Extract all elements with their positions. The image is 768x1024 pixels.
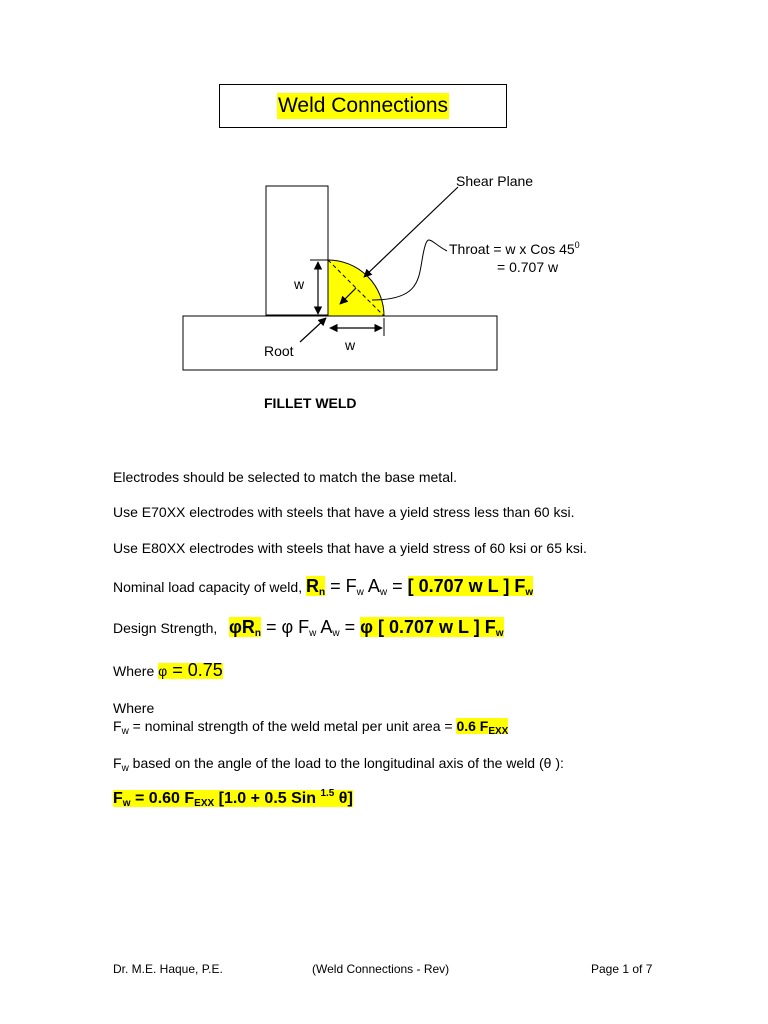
phi-value: φ = 0.75 (158, 660, 223, 680)
fillet-weld-diagram (0, 160, 768, 390)
paragraph-electrodes: Electrodes should be selected to match the base metal. (113, 469, 457, 485)
nominal-eq1: = $F_w$ $A_w$ = (325, 576, 408, 598)
nominal-R: $R_n$ (306, 576, 326, 598)
w-horizontal-label: w (345, 337, 356, 353)
fw-definition-line: $F_w$ = nominal strength of the weld metal per unit area = 0.6 $F_{EXX}$ (113, 718, 509, 737)
nominal-capacity-line (113, 576, 533, 597)
footer-page-number: Page 1 of 7 (591, 962, 653, 976)
footer-document: (Weld Connections - Rev) (312, 962, 450, 976)
design-eq1: = φ $F_w$ $A_w$ = (260, 617, 361, 639)
page-title: Weld Connections (277, 94, 449, 117)
fw-angle-line: $F_w$ based on the angle of the load to the longitudinal axis of the weld (θ ): (113, 755, 564, 774)
paragraph-e80xx: Use E80XX electrodes with steels that have a yield stress of 60 ksi or 65 ksi. (113, 540, 587, 556)
throat-formula-label (449, 240, 580, 257)
fw-value: 0.6 $F_{EXX}$ (456, 718, 509, 737)
paragraph-e70xx: Use E70XX electrodes with steels that have a yield stress less than 60 ksi. (113, 504, 575, 520)
root-label: Root (264, 343, 294, 359)
where-phi-line (113, 660, 223, 681)
where-phi-label: Where (113, 663, 159, 679)
nominal-label: Nominal load capacity of weld, (113, 579, 303, 595)
design-label: Design Strength, (113, 620, 218, 636)
shear-plane-arrow (364, 187, 458, 277)
shear-plane-label: Shear Plane (456, 173, 534, 189)
figure-caption: FILLET WELD (264, 395, 357, 411)
throat-leader (372, 240, 447, 300)
base-plate (183, 316, 497, 370)
title-box (219, 84, 507, 128)
throat-line1: Throat = w x Cos 45 (449, 241, 575, 257)
design-strength-line (113, 617, 504, 638)
where-label: Where (113, 700, 155, 716)
nominal-bracket: [ 0.707 w L ] $F_w$ (407, 576, 534, 598)
design-phiR: $\varphi R_n$ (228, 617, 261, 639)
footer-author: Dr. M.E. Haque, P.E. (113, 962, 223, 976)
w-vertical-label: w (294, 276, 305, 292)
throat-line2: = 0.707 w (497, 259, 559, 275)
design-bracket: φ [ 0.707 w L ] $F_w$ (360, 617, 504, 639)
vertical-plate (266, 186, 328, 315)
fw-formula: $F_w = 0.60$ $F_{EXX}$ [1.0 + 0.5 Sin $^{1.5}$ θ] (113, 788, 353, 809)
throat-degree: 0 (574, 240, 580, 250)
